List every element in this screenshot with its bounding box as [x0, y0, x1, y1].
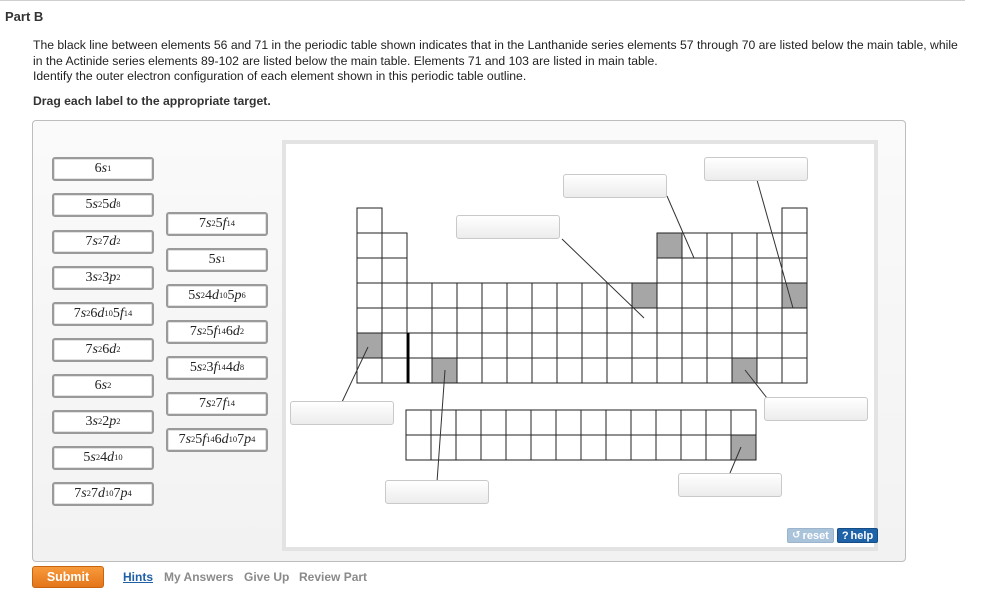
drop-target[interactable] [385, 480, 489, 504]
element-cell [507, 283, 532, 308]
element-cell [682, 258, 707, 283]
submit-button[interactable]: Submit [32, 566, 104, 588]
element-cell [632, 333, 657, 358]
label-tile[interactable]: 7 s $^2$ 5 f $^{14}$ 6 d $^2$ [166, 320, 268, 344]
element-cell [707, 308, 732, 333]
hints-link[interactable]: Hints [123, 570, 153, 584]
element-cell [782, 358, 807, 383]
element-cell [582, 358, 607, 383]
label-tile[interactable]: 7 s $^2$ 5 f $^{14}$ [166, 212, 268, 236]
element-cell [507, 358, 532, 383]
element-cell [757, 258, 782, 283]
element-cell [631, 410, 656, 435]
element-cell [732, 233, 757, 258]
element-cell [632, 358, 657, 383]
element-cell [682, 333, 707, 358]
label-tile[interactable]: 7 s $^2$ 7 d $^2$ [52, 230, 154, 254]
element-cell [732, 283, 757, 308]
drag-prompt: Drag each label to the appropriate target. [33, 94, 271, 108]
element-cell [482, 308, 507, 333]
element-cell [682, 358, 707, 383]
element-cell [481, 410, 506, 435]
highlighted-element-cell [731, 435, 756, 460]
element-cell [606, 410, 631, 435]
label-tile[interactable]: 7 s $^2$ 6 d $^{10}$ 5 f $^{14}$ [52, 302, 154, 326]
highlighted-element-cell [732, 358, 757, 383]
element-cell [382, 258, 407, 283]
element-cell [757, 283, 782, 308]
label-tile[interactable]: 6 s $^1$ [52, 157, 154, 181]
highlighted-element-cell [657, 233, 682, 258]
my-answers-link[interactable]: My Answers [164, 570, 234, 584]
element-cell [456, 435, 481, 460]
element-cell [532, 308, 557, 333]
element-cell [506, 410, 531, 435]
element-cell [657, 358, 682, 383]
label-tile[interactable]: 5 s $^2$ 3 f $^{14}$ 4 d $^8$ [166, 356, 268, 380]
drop-target[interactable] [764, 397, 868, 421]
element-cell [732, 333, 757, 358]
element-cell [706, 410, 731, 435]
element-cell [732, 258, 757, 283]
element-cell [532, 283, 557, 308]
element-cell [457, 308, 482, 333]
highlighted-element-cell [357, 333, 382, 358]
element-cell [557, 333, 582, 358]
element-cell [581, 410, 606, 435]
element-cell [357, 308, 382, 333]
element-cell [682, 283, 707, 308]
reset-button[interactable] [787, 528, 834, 543]
element-cell [657, 283, 682, 308]
drop-target[interactable] [563, 174, 667, 198]
element-cell [657, 333, 682, 358]
element-cell [656, 410, 681, 435]
give-up-link[interactable]: Give Up [244, 570, 290, 584]
part-title: Part B [5, 9, 44, 24]
element-cell [432, 333, 457, 358]
element-cell [357, 283, 382, 308]
label-tile[interactable]: 5 s $^2$ 4 d $^{10}$ [52, 446, 154, 470]
element-cell [782, 308, 807, 333]
element-cell [432, 308, 457, 333]
element-cell [657, 258, 682, 283]
label-tile[interactable]: 3 s $^2$ 3 p $^2$ [52, 266, 154, 290]
label-tile[interactable]: 7 s $^2$ 7 d $^{10}$ 7 p $^4$ [52, 482, 154, 506]
element-cell [707, 258, 732, 283]
element-cell [632, 308, 657, 333]
element-cell [357, 233, 382, 258]
element-cell [532, 358, 557, 383]
label-tile[interactable]: 5 s $^1$ [166, 248, 268, 272]
element-cell [382, 233, 407, 258]
element-cell [631, 435, 656, 460]
label-tile[interactable]: 7 s $^2$ 5 f $^{14}$ 6 d $^{10}$ 7 p $^4$ [166, 428, 268, 452]
element-cell [531, 435, 556, 460]
element-cell [432, 283, 457, 308]
element-cell [582, 283, 607, 308]
lanthanide-divider-line [407, 333, 410, 383]
element-cell [582, 333, 607, 358]
element-cell [357, 258, 382, 283]
element-cell [582, 308, 607, 333]
element-cell [556, 410, 581, 435]
instruction-paragraph: Identify the outer electron configuration of each element shown in this periodic table outline. [33, 69, 527, 83]
element-cell [531, 410, 556, 435]
element-cell [782, 333, 807, 358]
reset-arrow-icon: ↺ [792, 530, 801, 541]
element-cell [407, 308, 432, 333]
element-cell [657, 308, 682, 333]
element-cell [656, 435, 681, 460]
drop-target[interactable] [678, 473, 782, 497]
element-cell [407, 333, 432, 358]
element-cell [682, 233, 707, 258]
element-cell [782, 233, 807, 258]
element-cell [482, 358, 507, 383]
element-cell [782, 208, 807, 233]
element-cell [707, 233, 732, 258]
element-cell [607, 283, 632, 308]
label-tile[interactable]: 7 s $^2$ 6 d $^2$ [52, 338, 154, 362]
element-cell [482, 333, 507, 358]
reset-label: reset [802, 529, 829, 542]
element-cell [682, 308, 707, 333]
element-cell [707, 333, 732, 358]
element-cell [431, 410, 456, 435]
label-tile[interactable]: 5 s $^2$ 5 d $^8$ [52, 193, 154, 217]
element-cell [681, 410, 706, 435]
element-cell [707, 283, 732, 308]
element-cell [506, 435, 531, 460]
element-cell [532, 333, 557, 358]
label-tile[interactable]: 7 s $^2$ 7 f $^{14}$ [166, 392, 268, 416]
element-cell [606, 435, 631, 460]
element-cell [382, 308, 407, 333]
element-cell [782, 258, 807, 283]
element-cell [481, 435, 506, 460]
highlighted-element-cell [782, 283, 807, 308]
element-cell [607, 308, 632, 333]
element-cell [557, 283, 582, 308]
element-cell [731, 410, 756, 435]
highlighted-element-cell [632, 283, 657, 308]
element-cell [681, 435, 706, 460]
element-cell [382, 283, 407, 308]
help-button[interactable] [837, 528, 878, 543]
element-cell [757, 308, 782, 333]
label-tile[interactable]: 5 s $^2$ 4 d $^{10}$ 5 p $^6$ [166, 284, 268, 308]
element-cell [607, 358, 632, 383]
element-cell [507, 333, 532, 358]
element-cell [507, 308, 532, 333]
element-cell [457, 358, 482, 383]
element-cell [357, 208, 382, 233]
element-cell [557, 358, 582, 383]
element-cell [557, 308, 582, 333]
element-cell [706, 435, 731, 460]
element-cell [757, 333, 782, 358]
drop-target[interactable] [456, 215, 560, 239]
element-cell [707, 358, 732, 383]
element-cell [457, 283, 482, 308]
element-cell [757, 358, 782, 383]
review-part-link[interactable]: Review Part [299, 570, 368, 584]
element-cell [482, 283, 507, 308]
element-cell [607, 333, 632, 358]
element-cell [457, 333, 482, 358]
drop-target[interactable] [704, 157, 808, 181]
element-cell [406, 410, 431, 435]
help-label: help [850, 529, 874, 542]
label-tile[interactable]: 3 s $^2$ 2 p $^2$ [52, 410, 154, 434]
label-tile[interactable]: 6 s $^2$ [52, 374, 154, 398]
instruction-paragraph: The black line between elements 56 and 71 in the periodic table shown indicates that in the Lanthanide series elements 57 through 70 are listed below the main table, while in the Actinide series elements 89-102 are listed below the main table. Elements 71 and 103 are listed in main table. [33, 38, 958, 68]
element-cell [382, 358, 407, 383]
element-cell [556, 435, 581, 460]
element-cell [581, 435, 606, 460]
drop-target[interactable] [290, 401, 394, 425]
element-cell [732, 308, 757, 333]
element-cell [406, 435, 431, 460]
element-cell [456, 410, 481, 435]
element-cell [407, 283, 432, 308]
element-cell [407, 358, 432, 383]
element-cell [382, 333, 407, 358]
element-cell [431, 435, 456, 460]
question-mark-icon: ? [841, 529, 849, 542]
